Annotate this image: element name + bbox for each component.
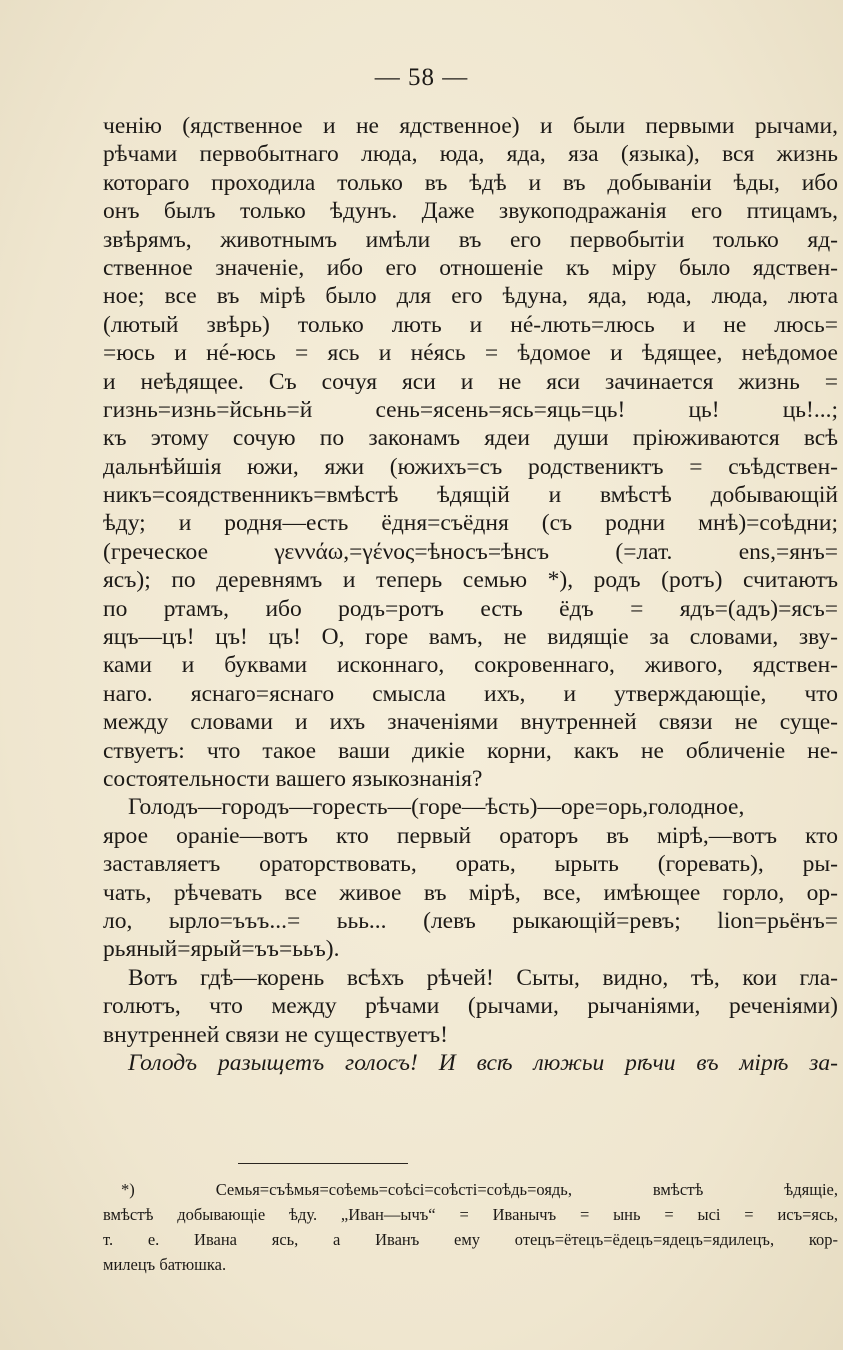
footnote-line: *) Семья=съѣмья=соѣемь=соѣсi=соѣстi=соѣдь=оядь, вмѣстѣ ѣдящіе,: [121, 1180, 838, 1199]
text-line: котораго проходила только въ ѣдѣ и въ добываніи ѣды, ибо: [103, 169, 838, 196]
text-line: заставляетъ ораторствовать, орать, ырыть (горевать), ры-: [103, 851, 838, 878]
text-line: ками и буквами исконнаго, сокровеннаго, живого, ядствен-: [103, 652, 838, 679]
text-line: ственное значеніе, ибо его отношеніе къ міру было ядствен-: [103, 254, 838, 281]
text-line: =юсь и нé-юсь = ясь и нéясь = ѣдомое и ѣдящее, неѣдомое: [103, 340, 838, 367]
text-line: ное; все въ мірѣ было для его ѣдуна, яда, юда, люда, люта: [103, 283, 838, 310]
text-line: ярое ораніе—вотъ кто первый ораторъ въ мірѣ,—вотъ кто: [103, 822, 838, 849]
text-line: рьяный=ярый=ъъ=ььъ).: [103, 936, 340, 963]
text-line: ствуетъ: что такое ваши дикіе корни, какъ не обличеніе не-: [103, 737, 838, 764]
body-text: [103, 112, 838, 1077]
text-line: внутренней связи не существуетъ!: [103, 1021, 448, 1048]
text-line: ѣду; и родня—есть ёдня=съёдня (съ родни мнѣ)=соѣдни;: [103, 510, 838, 537]
footnote-divider: [238, 1163, 408, 1164]
text-line: дальнѣйшія южи, яжи (южихъ=съ родствениктъ = съѣдствен-: [103, 453, 838, 480]
text-line: рѣчами первобытнаго люда, юда, яда, яза (языка), вся жизнь: [103, 141, 838, 168]
text-line: никъ=сoядственникъ=вмѣстѣ ѣдящій и вмѣстѣ добывающій: [103, 482, 838, 509]
text-line: наго. яснаго=яснаго смысла ихъ, и утверждающіе, что: [103, 680, 838, 707]
page-number: — 58 —: [374, 64, 469, 91]
footnote-line: милецъ батюшка.: [103, 1255, 227, 1274]
text-line: Вотъ гдѣ—корень всѣхъ рѣчей! Сыты, видно, тѣ, кои гла-: [128, 964, 838, 991]
footnotes: [103, 1177, 838, 1277]
text-line: (лютый звѣрь) только лють и нé-лють=люсь и не люсь=: [103, 311, 838, 338]
footnote-line: вмѣстѣ добывающіе ѣду. „Иван—ычъ“ = Иванычъ = ынь = ысi = исъ=ясь,: [103, 1205, 838, 1224]
text-line: голютъ, что между рѣчами (рычами, рычаніями, реченіями): [103, 993, 838, 1020]
text-line: и неѣдящее. Съ сочуя яси и не яси зачинается жизнь =: [103, 368, 838, 395]
text-line: ченію (ядственное и не ядственное) и были первыми рычами,: [103, 113, 838, 139]
footnote-line: т. е. Ивана ясь, а Иванъ ему отецъ=ётецъ=ёдецъ=ядецъ=ядилецъ, кор-: [103, 1230, 838, 1249]
text-line: Голодъ разыщетъ голосъ! И всѣ люжьи рѣчи въ мірѣ за-: [128, 1049, 838, 1076]
text-line: состоятельности вашего языкознанія?: [103, 765, 483, 792]
text-line: ло, ырло=ъъъ...= ььь... (левъ рыкающій=ревъ; lion=рьёнъ=: [103, 907, 838, 934]
text-line: (греческое γεννάω,=γένος=ѣносъ=ѣнсъ (=лат. ens,=янъ=: [103, 538, 838, 565]
text-line: яцъ—цъ! цъ! цъ! О, горе вамъ, не видящіе за словами, зву-: [103, 624, 838, 651]
text-line: звѣрямъ, животнымъ имѣли въ его первобытіи только яд-: [103, 226, 838, 253]
text-line: Голодъ—городъ—горесть—(горе—ѣсть)—оре=орь,голодное,: [128, 794, 745, 821]
text-line: онъ былъ только ѣдунъ. Даже звукоподражанія его птицамъ,: [103, 198, 838, 225]
text-line: по ртамъ, ибо родъ=ротъ есть ёдъ = ядъ=(адъ)=ясъ=: [103, 595, 838, 622]
text-line: гизнь=изнь=йсьнь=й сень=ясень=ясь=яць=ць! ць! ць!...;: [103, 396, 838, 423]
text-line: чать, рѣчевать все живое въ мірѣ, все, имѣющее горло, ор-: [103, 879, 838, 906]
text-line: ясъ); по деревнямъ и теперь семью *), родъ (ротъ) считаютъ: [103, 567, 838, 594]
text-line: между словами и ихъ значеніями внутренней связи не суще-: [103, 709, 838, 736]
text-line: къ этому сочую по законамъ ядеи души пріюживаются всѣ: [103, 425, 838, 452]
